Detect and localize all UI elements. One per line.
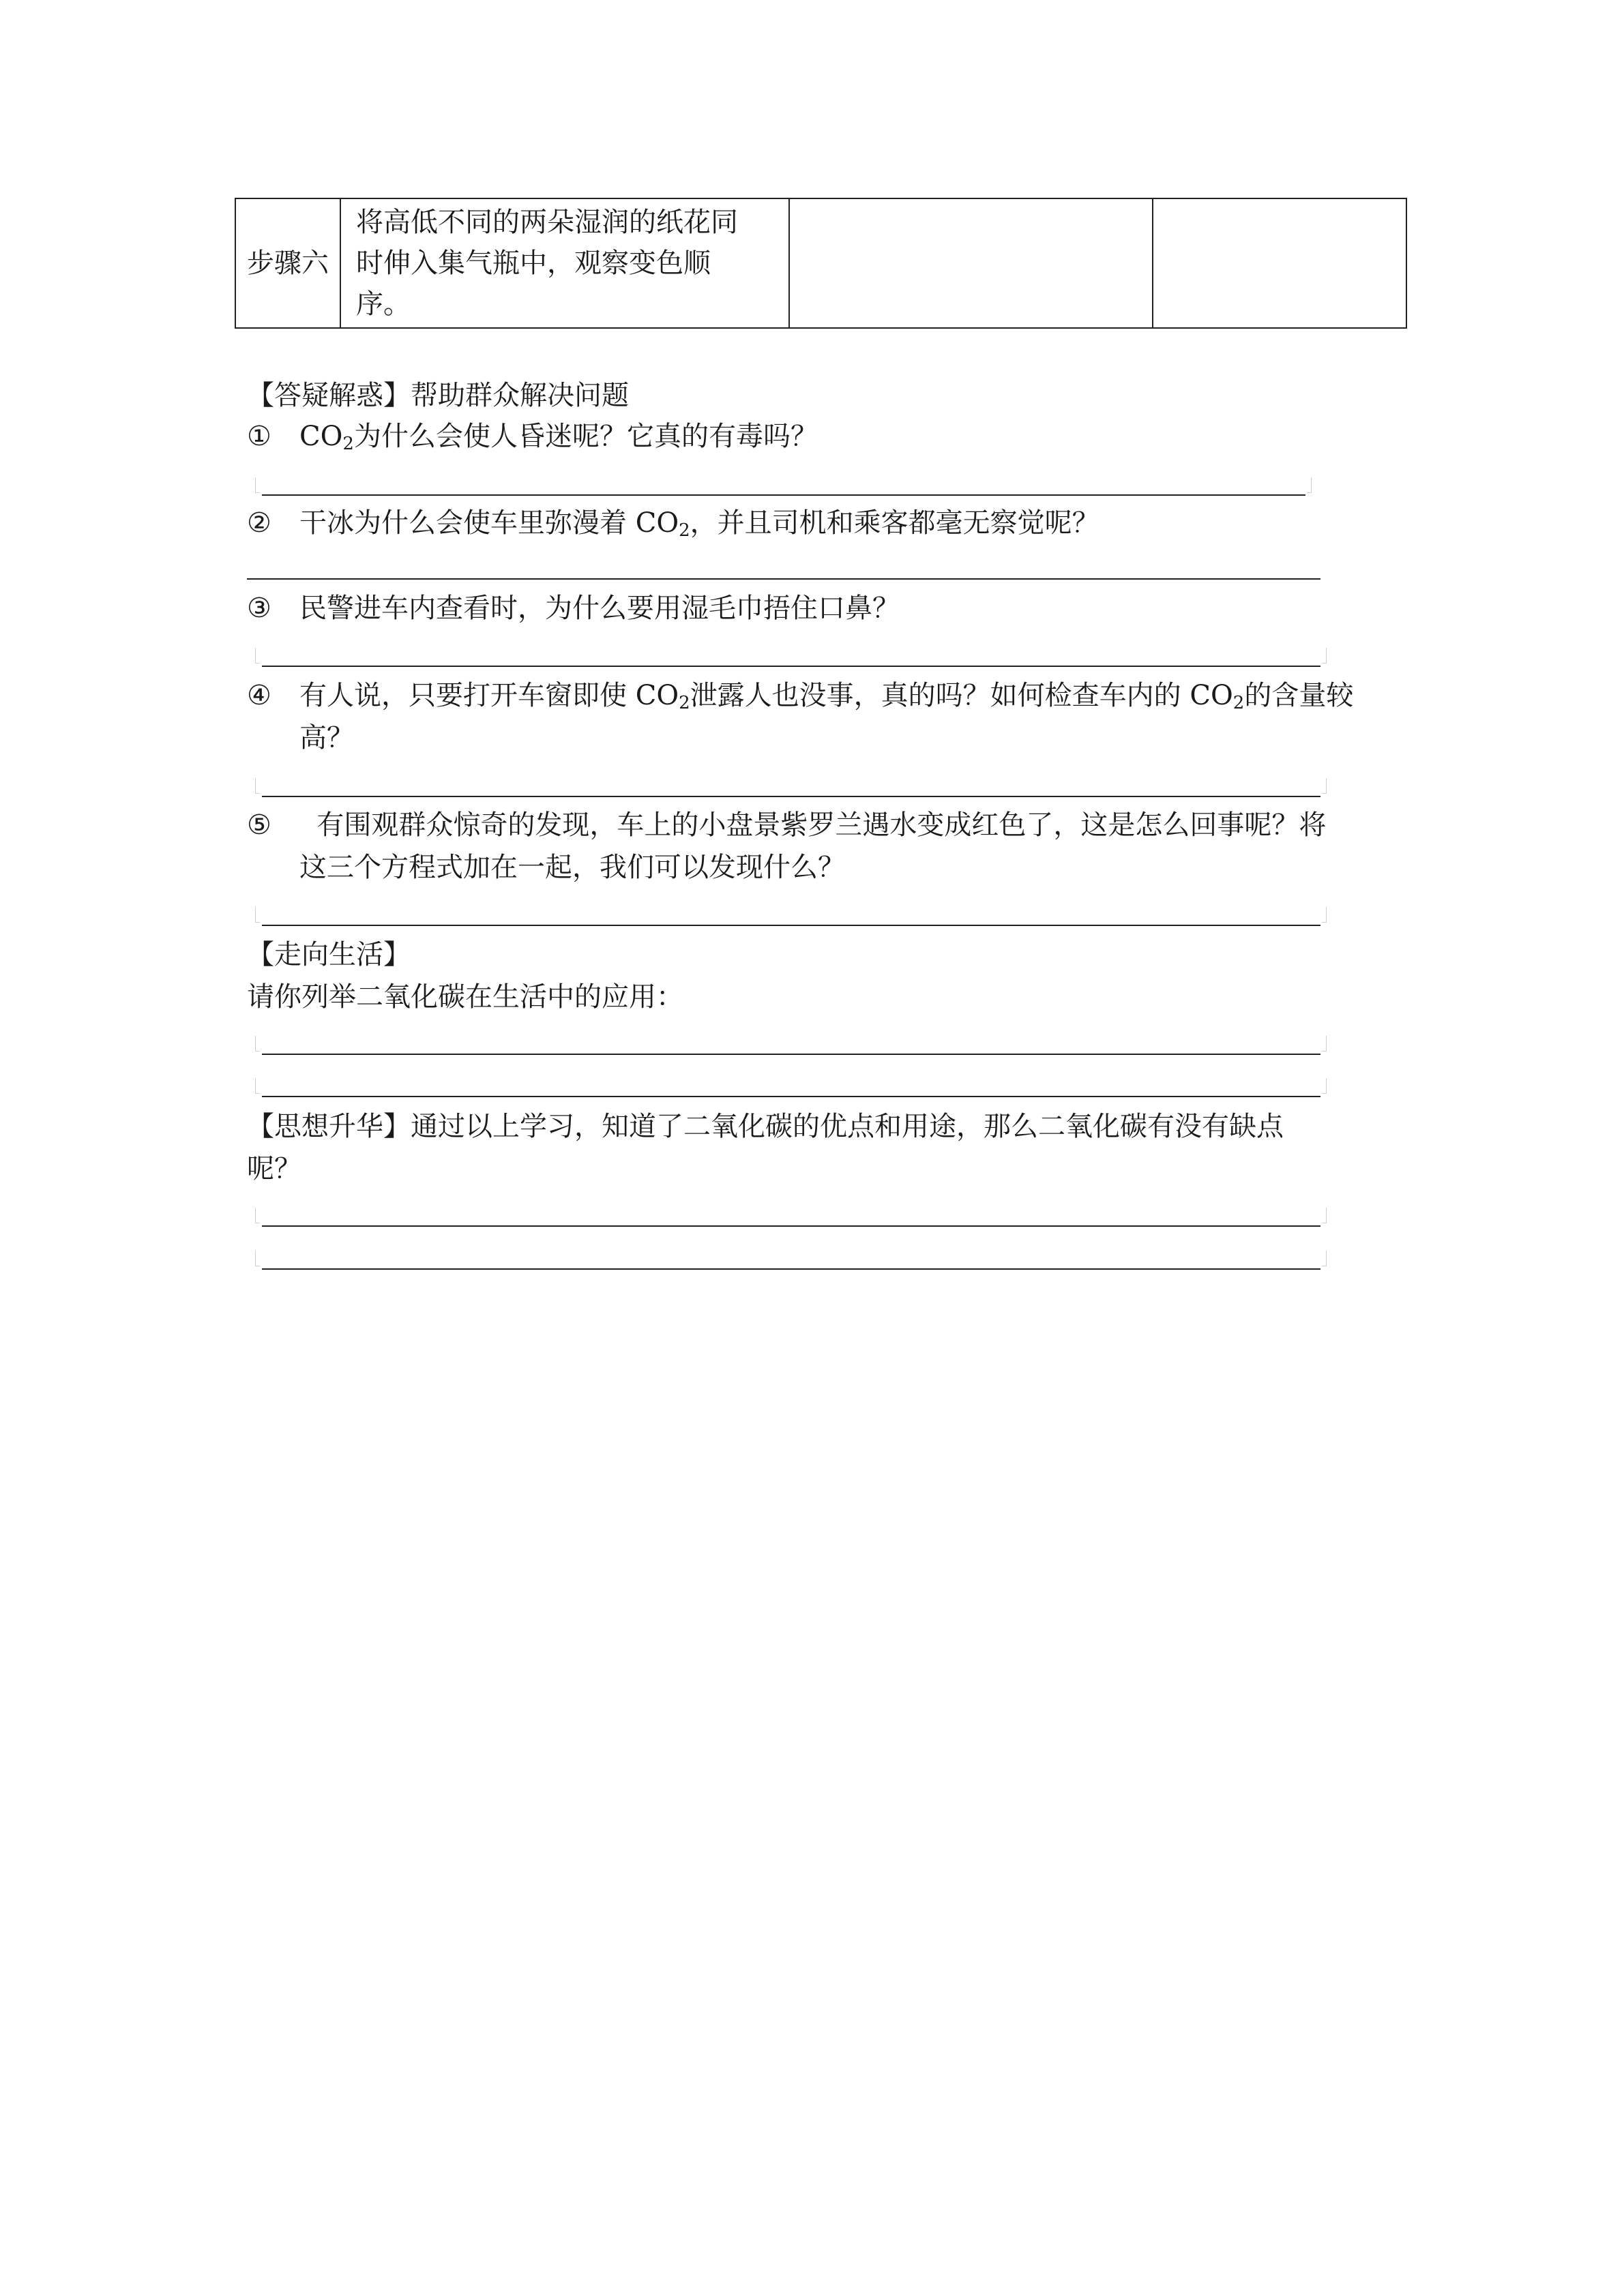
thought-paragraph: 【思想升华】通过以上学习，知道了二氧化碳的优点和用途，那么二氧化碳有没有缺点 bbox=[247, 1111, 1284, 1142]
question-5 bbox=[247, 805, 1326, 846]
question-text: 的含量较 bbox=[1244, 680, 1354, 711]
subscript: 2 bbox=[1232, 693, 1245, 713]
answer-line[interactable] bbox=[262, 666, 1320, 667]
table-row bbox=[235, 198, 1406, 328]
observation-cell bbox=[789, 198, 1153, 328]
answer-line[interactable] bbox=[262, 1054, 1320, 1055]
margin-mark bbox=[1322, 778, 1327, 794]
subscript: 2 bbox=[679, 520, 690, 541]
question-number: ② bbox=[247, 507, 271, 539]
question-number: ① bbox=[247, 421, 271, 452]
margin-mark bbox=[1322, 1251, 1327, 1266]
margin-mark bbox=[1322, 907, 1327, 923]
step-label: 步骤六 bbox=[247, 248, 329, 279]
life-prompt: 请你列举二氧化碳在生活中的应用： bbox=[247, 981, 683, 1013]
margin-mark bbox=[255, 1078, 260, 1094]
margin-mark bbox=[255, 1251, 260, 1266]
question-text: 泄露人也没事，真的吗？如何检查车内的 CO bbox=[690, 680, 1233, 711]
answer-line[interactable] bbox=[262, 1096, 1320, 1097]
question-2 bbox=[247, 503, 1099, 543]
answer-line[interactable] bbox=[262, 1225, 1320, 1227]
question-1 bbox=[247, 416, 818, 457]
experiment-steps-table bbox=[235, 198, 1407, 329]
margin-mark bbox=[255, 907, 260, 923]
question-3 bbox=[247, 588, 900, 629]
question-4 bbox=[247, 675, 1353, 716]
margin-mark bbox=[255, 477, 260, 493]
step-instruction-cell bbox=[340, 198, 789, 328]
margin-mark bbox=[1322, 648, 1327, 664]
question-text: ，并且司机和乘客都毫无察觉呢？ bbox=[690, 507, 1099, 539]
answer-line[interactable] bbox=[262, 1268, 1320, 1270]
margin-mark bbox=[1322, 1078, 1327, 1094]
question-number: ④ bbox=[247, 680, 271, 711]
margin-mark bbox=[255, 1208, 260, 1223]
question-5-continuation: 这三个方程式加在一起，我们可以发现什么？ bbox=[299, 852, 845, 883]
margin-mark bbox=[1322, 1036, 1327, 1052]
answer-line[interactable] bbox=[262, 925, 1320, 926]
answer-line[interactable] bbox=[262, 494, 1305, 496]
margin-mark bbox=[255, 648, 260, 664]
subscript: 2 bbox=[679, 693, 690, 713]
life-heading: 【走向生活】 bbox=[247, 939, 411, 970]
instruction-line: 时伸入集气瓶中，观察变色顺 bbox=[356, 248, 711, 279]
question-text: CO bbox=[299, 421, 343, 452]
step-label-cell bbox=[235, 198, 340, 328]
question-number: ⑤ bbox=[247, 809, 271, 841]
answer-line[interactable] bbox=[262, 796, 1320, 797]
question-text: 民警进车内查看时，为什么要用湿毛巾捂住口鼻？ bbox=[299, 593, 900, 624]
question-text: 干冰为什么会使车里弥漫着 CO bbox=[299, 507, 679, 539]
question-number: ③ bbox=[247, 593, 271, 624]
question-text: 为什么会使人昏迷呢？它真的有毒吗？ bbox=[353, 421, 818, 452]
question-text: 有围观群众惊奇的发现，车上的小盘景紫罗兰遇水变成红色了，这是怎么回事呢？将 bbox=[299, 809, 1327, 841]
margin-mark bbox=[255, 778, 260, 794]
instruction-line: 序。 bbox=[356, 288, 411, 320]
qa-heading: 【答疑解惑】帮助群众解决问题 bbox=[247, 380, 629, 411]
conclusion-cell bbox=[1153, 198, 1406, 328]
margin-mark bbox=[1322, 1208, 1327, 1223]
answer-line[interactable] bbox=[247, 578, 1320, 580]
thought-continuation: 呢？ bbox=[247, 1153, 301, 1184]
instruction-line: 将高低不同的两朵湿润的纸花同 bbox=[356, 207, 738, 238]
margin-mark bbox=[255, 1036, 260, 1052]
margin-mark bbox=[1307, 477, 1312, 493]
question-4-continuation: 高？ bbox=[299, 722, 354, 754]
subscript: 2 bbox=[342, 434, 354, 454]
question-text: 有人说，只要打开车窗即使 CO bbox=[299, 680, 679, 711]
